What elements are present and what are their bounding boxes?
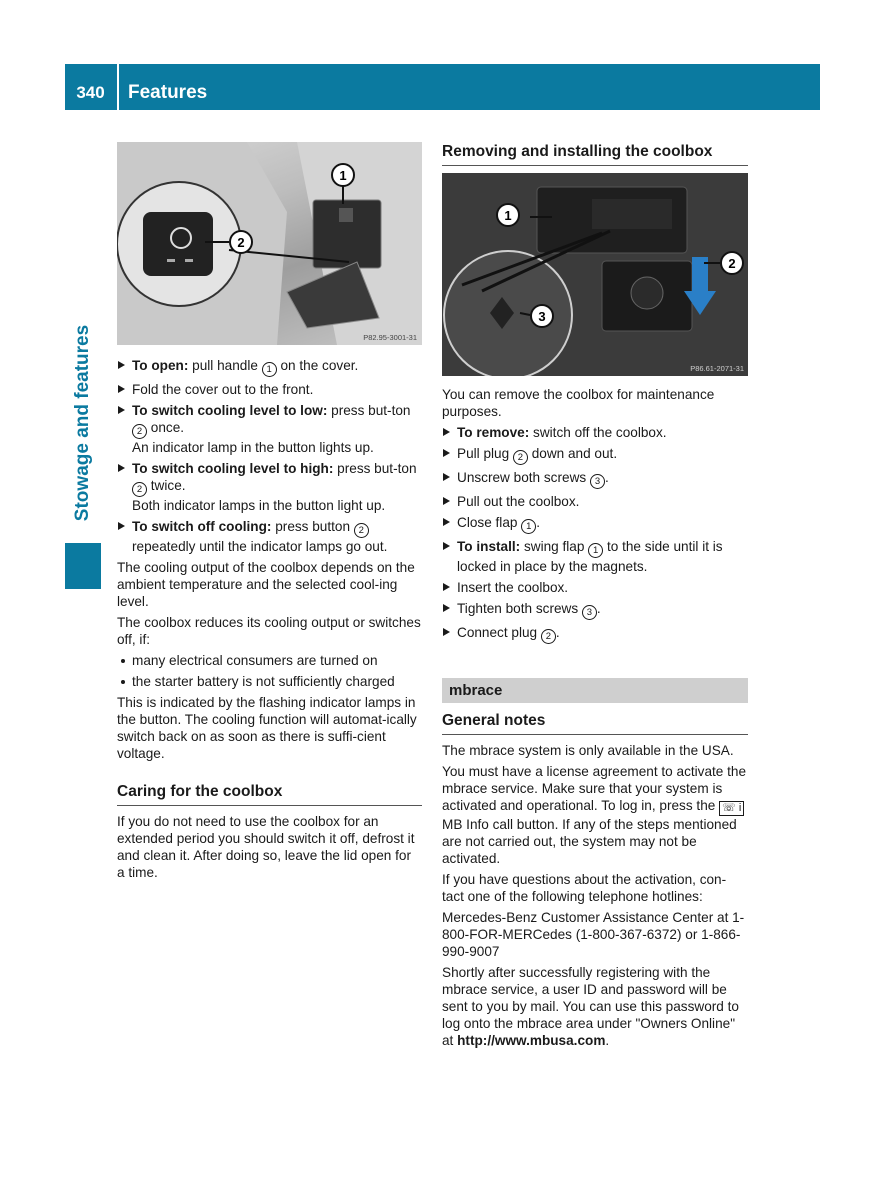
section-heading-mbrace: mbrace xyxy=(442,678,748,703)
paragraph: If you do not need to use the coolbox for an extended period you should switch it off, defrost it and clean it. After doing so, leave the lid open for a time. xyxy=(117,814,415,880)
step-connect: Connect plug 2 . xyxy=(442,624,748,644)
callout-1 xyxy=(332,164,354,186)
step-close-flap: Close flap 1 . xyxy=(442,514,748,534)
paragraph: Mercedes-Benz Customer Assistance Center at 1-800-FOR-MERCedes (1-800-367-6372) or 1-866-990-9007 xyxy=(442,910,745,959)
step-off: To switch off cooling: press button 2 repeatedly until the indicator lamps go out. xyxy=(117,518,422,555)
list-item: many electrical consumers are turned on xyxy=(117,652,422,669)
list-item: the starter battery is not sufficiently charged xyxy=(117,673,422,690)
left-column xyxy=(117,142,422,885)
step-insert: Insert the coolbox. xyxy=(442,579,748,596)
paragraph: You can remove the coolbox for maintenance purposes. xyxy=(442,387,715,419)
step-install: To install: swing flap 1 to the side until it is locked in place by the magnets. xyxy=(442,538,748,575)
callout-3 xyxy=(531,305,553,327)
paragraph: If you have questions about the activation, con-tact one of the following telephone hotlines: xyxy=(442,872,727,904)
svg-text:1: 1 xyxy=(504,208,512,223)
coolbox-removal-image xyxy=(442,173,748,376)
header-divider xyxy=(117,64,119,110)
svg-text:1: 1 xyxy=(339,168,347,183)
page-number: 340 xyxy=(76,83,105,102)
paragraph: This is indicated by the flashing indicator lamps in the button. The cooling function will automat-ically switch back on as soon as there is suffi-cient voltage. xyxy=(117,695,417,761)
step-high: To switch cooling level to high: press but-ton 2 twice. Both indicator lamps in the button light up. xyxy=(117,460,422,514)
svg-text:3: 3 xyxy=(538,309,546,324)
callout-2 xyxy=(721,252,743,274)
removing-heading: Removing and installing the coolbox xyxy=(442,142,748,166)
mbusa-link[interactable]: http://www.mbusa.com xyxy=(457,1033,606,1048)
step-low: To switch cooling level to low: press but-ton 2 once. An indicator lamp in the button lights up. xyxy=(117,402,422,456)
paragraph: The mbrace system is only available in the USA. xyxy=(442,743,734,758)
step-remove: To remove: switch off the coolbox. xyxy=(442,424,748,441)
callout-2 xyxy=(230,231,252,253)
caring-heading: Caring for the coolbox xyxy=(117,782,422,806)
figure-code: P82.95-3001-31 xyxy=(363,333,417,342)
chapter-label: Stowage and features xyxy=(72,324,93,522)
svg-text:2: 2 xyxy=(237,235,245,250)
callout-1 xyxy=(497,204,519,226)
step-tighten: Tighten both screws 3 . xyxy=(442,600,748,620)
step-unscrew: Unscrew both screws 3 . xyxy=(442,469,748,489)
general-notes-heading: General notes xyxy=(442,711,748,735)
step-pull-out: Pull out the coolbox. xyxy=(442,493,748,510)
step-pull-plug: Pull plug 2 down and out. xyxy=(442,445,748,465)
paragraph: The cooling output of the coolbox depends on the ambient temperature and the selected cool-ing level. xyxy=(117,560,415,609)
info-call-button-icon: ☏ i xyxy=(719,801,744,816)
paragraph: The coolbox reduces its cooling output or switches off, if: xyxy=(117,615,421,647)
svg-text:2: 2 xyxy=(728,256,736,271)
coolbox-cover-image xyxy=(117,142,422,345)
paragraph: Shortly after successfully registering with the mbrace service, a user ID and password will be sent to you by mail. You can use this password to log onto the mbrace area under "Owners Online" at http://www.mbusa.com. xyxy=(442,965,739,1048)
page-title: Features xyxy=(128,82,208,103)
step-open: To open: pull handle 1 on the cover. xyxy=(117,357,422,377)
step-fold: Fold the cover out to the front. xyxy=(117,381,422,398)
figure-code: P86.61-2071-31 xyxy=(690,364,744,373)
paragraph: You must have a license agreement to activate the mbrace service. Make sure that your system is activated and operational. To log in, press the ☏ i MB Info call button. If any of the steps mentioned are not carried out, the system may not be activated. xyxy=(442,764,747,866)
right-column xyxy=(442,142,748,1053)
